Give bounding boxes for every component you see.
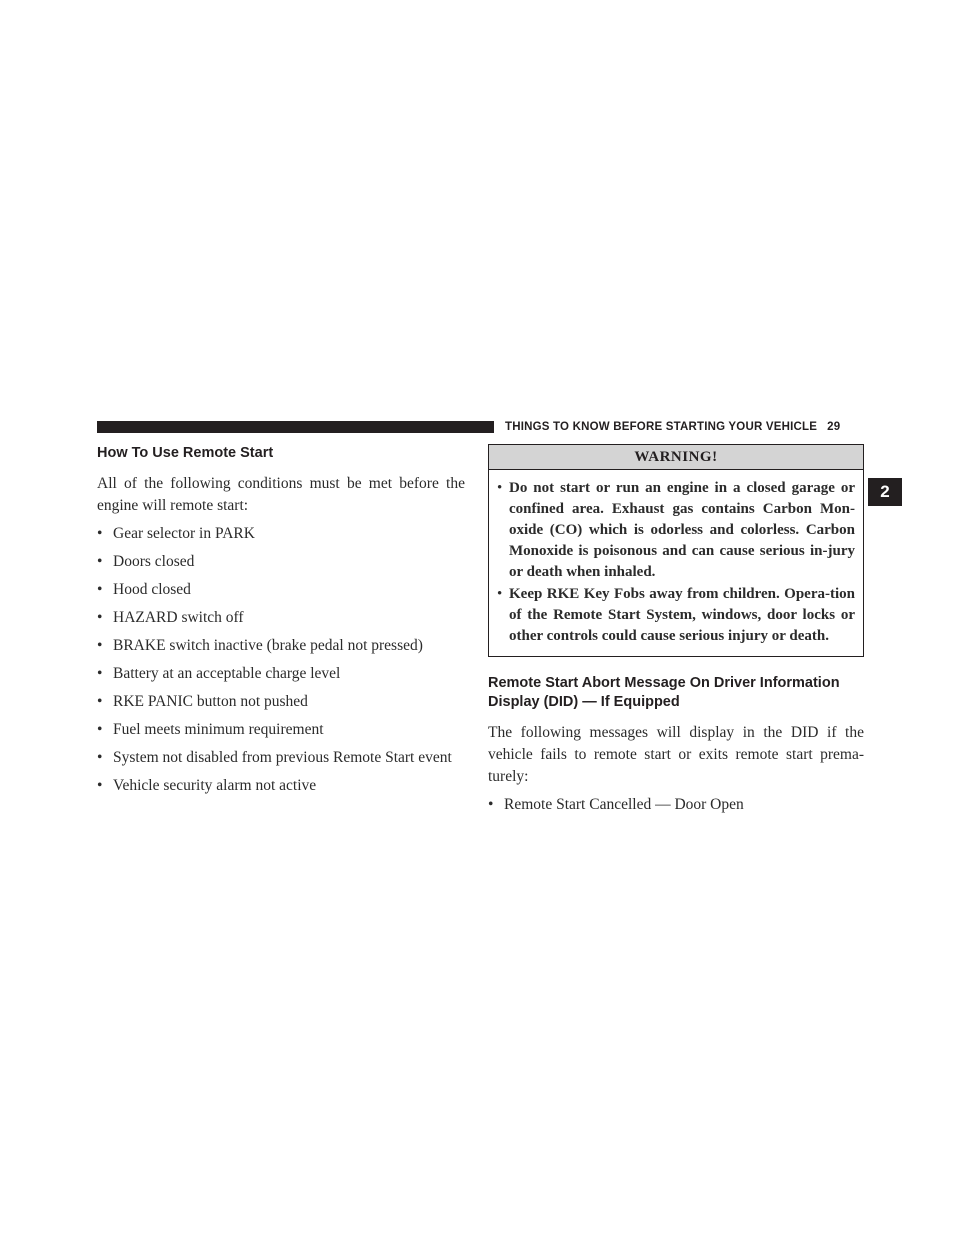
bullet-icon: • <box>97 553 103 570</box>
bullet-icon: • <box>497 480 503 496</box>
section-heading-abort-message: Remote Start Abort Message On Driver Information Display (DID) — If Equipped <box>488 675 840 710</box>
list-item: • Hood closed <box>97 579 465 601</box>
list-item: • BRAKE switch inactive (brake pedal not pressed) <box>97 635 465 657</box>
bullet-icon: • <box>97 777 103 794</box>
abort-messages-list <box>488 794 864 816</box>
list-item: • Gear selector in PARK <box>97 523 465 545</box>
bullet-icon: • <box>97 693 103 710</box>
list-item: • System not disabled from previous Remote Start event <box>97 747 465 769</box>
list-item: • Remote Start Cancelled — Door Open <box>488 794 864 816</box>
warning-title: WARNING! <box>489 445 863 470</box>
bullet-icon: • <box>97 609 103 626</box>
page-number: 29 <box>827 421 841 433</box>
running-header-title: THINGS TO KNOW BEFORE STARTING YOUR VEHICLE <box>505 421 818 433</box>
warning-item: • Keep RKE Key Fobs away from children. Opera-tion of the Remote Start System, windows, door locks or other controls could cause serious injury or death. <box>497 586 855 644</box>
conditions-list <box>97 523 465 797</box>
list-item: • Vehicle security alarm not active <box>97 775 465 797</box>
running-header <box>505 419 840 435</box>
left-column <box>97 444 465 803</box>
bullet-icon: • <box>97 581 103 598</box>
list-item: • Battery at an acceptable charge level <box>97 663 465 685</box>
warning-box <box>488 444 864 657</box>
bullet-icon: • <box>97 637 103 654</box>
abort-intro: The following messages will display in the DID if the vehicle fails to remote start or exits remote start prema-turely: <box>488 724 864 785</box>
bullet-icon: • <box>97 665 103 682</box>
right-column <box>488 444 864 822</box>
bullet-icon: • <box>488 796 494 813</box>
warning-item: • Do not start or run an engine in a closed garage or confined area. Exhaust gas contains Carbon Mon-oxide (CO) which is odorless and colorless. Carbon Monoxide is poisonous and can cause serious in-jury or death when inhaled. <box>497 480 855 580</box>
warning-list <box>489 478 863 647</box>
bullet-icon: • <box>497 586 503 602</box>
list-item: • Fuel meets minimum requirement <box>97 719 465 741</box>
conditions-intro: All of the following conditions must be met before the engine will remote start: <box>97 475 465 514</box>
bullet-icon: • <box>97 721 103 738</box>
chapter-tab: 2 <box>868 478 902 506</box>
bullet-icon: • <box>97 749 103 766</box>
list-item: • HAZARD switch off <box>97 607 465 629</box>
list-item: • Doors closed <box>97 551 465 573</box>
header-rule <box>97 421 494 433</box>
bullet-icon: • <box>97 525 103 542</box>
section-heading-remote-start: How To Use Remote Start <box>97 445 274 461</box>
list-item: • RKE PANIC button not pushed <box>97 691 465 713</box>
